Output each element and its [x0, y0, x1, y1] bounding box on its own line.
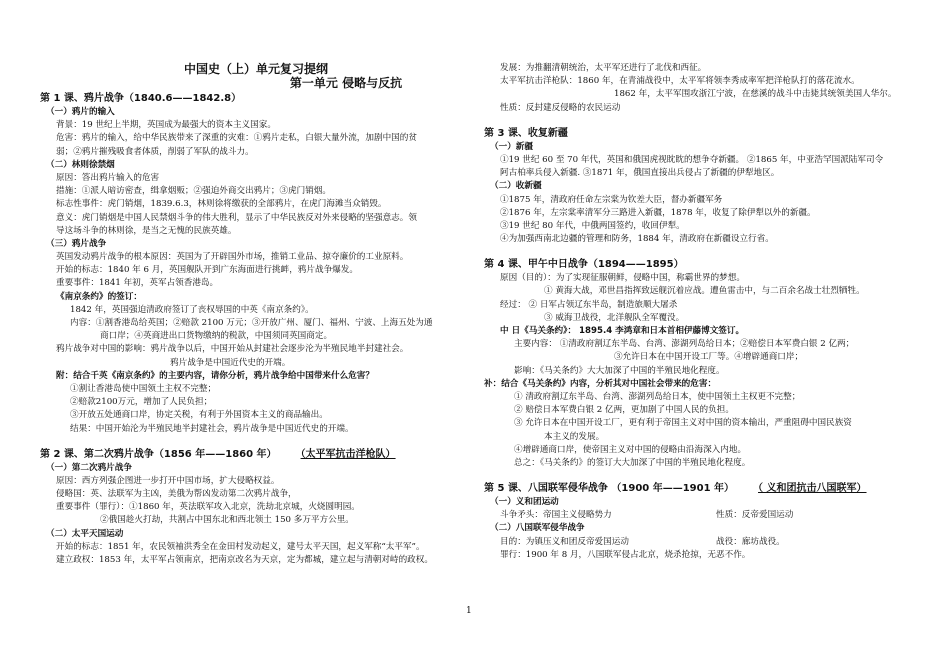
document-title: 中国史（上）单元复习提纲 — [183, 62, 328, 76]
text-line: 发展：为推翻清朝统治，太平军还进行了北伐和西征。 — [500, 63, 707, 73]
lesson-5-heading — [484, 482, 916, 496]
text-line: 开始的标志：1851 年，农民领袖洪秀全在金田村发动起义，建号太平天国，起义军称“太平军”。 — [56, 541, 425, 552]
section-heading: （二）太平天国运动 — [46, 528, 124, 539]
text-line: 中 日《马关条约》： 1895.4 李鸿章和日本首相伊藤博文签订。 — [500, 326, 745, 336]
text-line — [484, 536, 916, 549]
text-line: 标志性事件：虎门销烟，1839.6.3，林则徐将缴获的全部鸦片，在虎门海滩当众销毁。 — [56, 199, 387, 210]
text-line: 鸦片战争对中国的影响：鸦片战争以后，中国开始从封建社会逐步沦为半殖民地半封建社会。 — [56, 344, 409, 355]
text-line: 内容：①割香港岛给英国；②赔款 2100 万元；③开放广州、厦门、福州、宁波、上海五处为通 — [70, 318, 433, 328]
text-line: 性质：反封建反侵略的农民运动 — [500, 102, 621, 113]
text-line: 附：结合千英《南京条约》的主要内容，请你分析，鸦片战争给中国带来什么危害？ — [56, 370, 374, 381]
text-line: 措施：①派人暗访密查，缉拿烟贩；②强迫外商交出鸦片；③虎门销烟。 — [56, 186, 332, 197]
text-line: ②赔款2100万元，增加了人民负担； — [70, 397, 213, 408]
text-line: 结果：中国开始沦为半殖民地半封建社会，鸦片战争是中国近代史的开端。 — [70, 423, 354, 434]
text-line: ③19 世纪 80 年代，中俄两国签约，收回伊犁。 — [500, 220, 685, 231]
lesson-5-tag: （ 义和团抗击八国联军） — [758, 483, 867, 495]
text-line: 弱；②鸦片摧残吸食者体质，削弱了军队的战斗力。 — [56, 146, 254, 157]
text-line: ①19 世纪 60 至 70 年代，英国和俄国虎视眈眈的想争夺新疆。 ②1865 年，中亚浩罕国派陆军司令 — [500, 154, 884, 165]
text-line: 重要事件（罪行）：①1860 年，英法联军攻入北京，洗劫北京城，火烧圆明园。 — [56, 502, 360, 513]
text-line — [484, 509, 916, 522]
section-heading: （一）鸦片的输入 — [46, 107, 115, 117]
text-line: ③允许日本在中国开设工厂等。④增辟通商口岸； — [614, 352, 804, 363]
unit-title: 第一单元 侵略与反抗 — [289, 76, 403, 90]
text-line: 重要事件：1841 年初，英军占领香港岛。 — [56, 278, 219, 289]
text-line: 补：结合《马关条约》内容，分析其对中国社会带来的危害： — [484, 378, 717, 389]
text-line: 1842 年，英国强迫清政府签订了丧权辱国的中英《南京条约》。 — [70, 304, 314, 315]
lesson-4-heading: 第 4 课、甲午中日战争（1894——1895） — [484, 259, 684, 271]
text-line: 太平军抗击洋枪队：1860 年，在青浦战役中，太平军将领李秀成率军把洋枪队打的落花流水。 — [500, 76, 860, 87]
section-heading: （一）新疆 — [490, 141, 533, 152]
text-line: 导这场斗争的林则徐，是当之无愧的民族英雄。 — [56, 225, 237, 236]
text-line: 原因：西方列强企图进一步打开中国市场，扩大侵略权益。 — [56, 475, 280, 486]
left-column — [40, 62, 472, 567]
text-line: ③ 允许日本在中国开设工厂，更有利于帝国主义对中国的资本输出，严重阻碍中国民族资 — [514, 418, 852, 429]
text-line: 影响：《马关条约》大大加深了中国的半殖民地化程度。 — [514, 365, 725, 376]
text-line: 阿古柏率兵侵入新疆. ③1871 年，俄国直接出兵侵占了新疆的伊犁地区。 — [500, 168, 780, 179]
text-line: 主要内容： ①清政府割辽东半岛、台湾、澎湖列岛给日本；②赔偿日本军费白银 2 亿两； — [514, 339, 855, 350]
text-line: ①割让香港岛使中国领土主权不完整； — [70, 383, 217, 394]
text-line: 1862 年，太平军围攻浙江宁波，在慈溪的战斗中击毙其统领美国人华尔。 — [614, 89, 897, 100]
lesson-5-title: 第 5 课、八国联军侵华战争 （1900 年——1901 年） — [484, 483, 735, 495]
section-heading: （二）八国联军侵华战争 — [490, 523, 585, 534]
text-fragment: 战役：廊坊战役。 — [716, 536, 785, 547]
lesson-3-heading: 第 3 课、收复新疆 — [484, 127, 568, 139]
text-line: 经过： ② 日军占领辽东半岛，制造旅顺大屠杀 — [500, 299, 678, 310]
text-line: 《南京条约》的签订： — [56, 291, 142, 302]
text-line: 开始的标志：1840 年 6 月，英国舰队开到广东海面进行挑衅，鸦片战争爆发。 — [56, 265, 358, 276]
text-line: 背景：19 世纪上半期，英国成为最强大的资本主义国家。 — [56, 120, 276, 131]
text-line: 原因：答出鸦片输入的危害 — [56, 172, 160, 183]
text-fragment: 目的：为镇压义和团反帝爱国运动 — [500, 536, 629, 547]
text-fragment: 斗争矛头：帝国主义侵略势力 — [500, 510, 612, 521]
lesson-2-title: 第 2 课、第二次鸦片战争（1856 年——1860 年） — [40, 448, 277, 460]
text-line: ④为加强西南北边疆的管理和防务，1884 年，清政府在新疆设立行省。 — [500, 234, 774, 245]
text-line: ②俄国趁火打劫，共割占中国东北和西北领土 150 多万平方公里。 — [100, 515, 354, 526]
text-line: ①1875 年，清政府任命左宗棠为钦差大臣，督办新疆军务 — [500, 194, 723, 205]
section-heading: （一）义和团运动 — [490, 497, 559, 508]
section-heading: （二）收新疆 — [490, 181, 542, 192]
text-line: 英国发动鸦片战争的根本原因：英国为了开辟国外市场，推销工业品、掠夺廉价的工业原料。 — [56, 252, 409, 263]
text-fragment: 性质：反帝爱国运动 — [716, 510, 794, 521]
text-line: ②1876 年，左宗棠率清军分三路进入新疆，1878 年，收复了除伊犁以外的新疆。 — [500, 207, 816, 218]
lesson-2-tag: （太平军抗击洋枪队） — [300, 448, 396, 460]
text-line: 鸦片战争是中国近代史的开端。 — [170, 357, 291, 368]
text-line: ② 赔偿日本军费白银 2 亿两，更加剧了中国人民的负担。 — [514, 405, 734, 416]
section-heading: （一）第二次鸦片战争 — [46, 462, 132, 473]
text-line: ③ 威海卫战役，北洋舰队全军覆没。 — [544, 312, 685, 323]
section-heading: （二）林则徐禁烟 — [46, 159, 115, 170]
text-line: 侵略国：英、法联军为主凶，美俄为帮凶发动第二次鸦片战争， — [56, 489, 297, 500]
text-line: ④增辟通商口岸，使帝国主义对中国的侵略由沿海深入内地。 — [514, 444, 747, 455]
lesson-2-heading — [40, 448, 472, 462]
lesson-1-heading: 第 1 课、鸦片战争（1840.6——1842.8） — [40, 93, 242, 104]
text-line: 本主义的发展。 — [544, 431, 605, 442]
text-line: ③开放五处通商口岸，协定关税，有利于外国资本主义的商品输出。 — [70, 410, 328, 421]
text-line: ① 黄海大战，邓世昌指挥致远舰沉着应战。遭鱼雷击中，与二百余名战士壮烈牺牲。 — [544, 286, 865, 297]
text-line: 原因（目的）：为了实现征服朝鲜，侵略中国，称霸世界的梦想。 — [500, 273, 745, 284]
section-heading: （三）鸦片战争 — [46, 238, 107, 249]
text-line: 意义：虎门销烟是中国人民禁烟斗争的伟大胜利，显示了中华民族反对外来侵略的坚强意志。领 — [56, 212, 417, 223]
text-line: 总之：《马关条约》的签订大大加深了中国的半殖民地化程度。 — [514, 457, 751, 468]
text-line: 危害：鸦片的输入，给中华民族带来了深重的灾难：①鸦片走私，白银大量外流，加剧中国的贫 — [56, 133, 417, 144]
text-line: ① 清政府割辽东半岛、台湾、澎湖列岛给日本，使中国领土主权更不完整； — [514, 391, 801, 402]
text-line: 商口岸；④英商进出口货物缴纳的税款，中国须同英国商定。 — [100, 331, 333, 342]
right-column — [484, 62, 916, 562]
text-line: 罪行：1900 年 8 月，八国联军侵占北京，烧杀抢掠，无恶不作。 — [500, 549, 751, 560]
page-number: 1 — [466, 606, 472, 616]
text-line: 建立政权：1853 年，太平军占领南京，把南京改名为天京，定为都城，建立起与清朝对峙的政权。 — [56, 555, 433, 565]
